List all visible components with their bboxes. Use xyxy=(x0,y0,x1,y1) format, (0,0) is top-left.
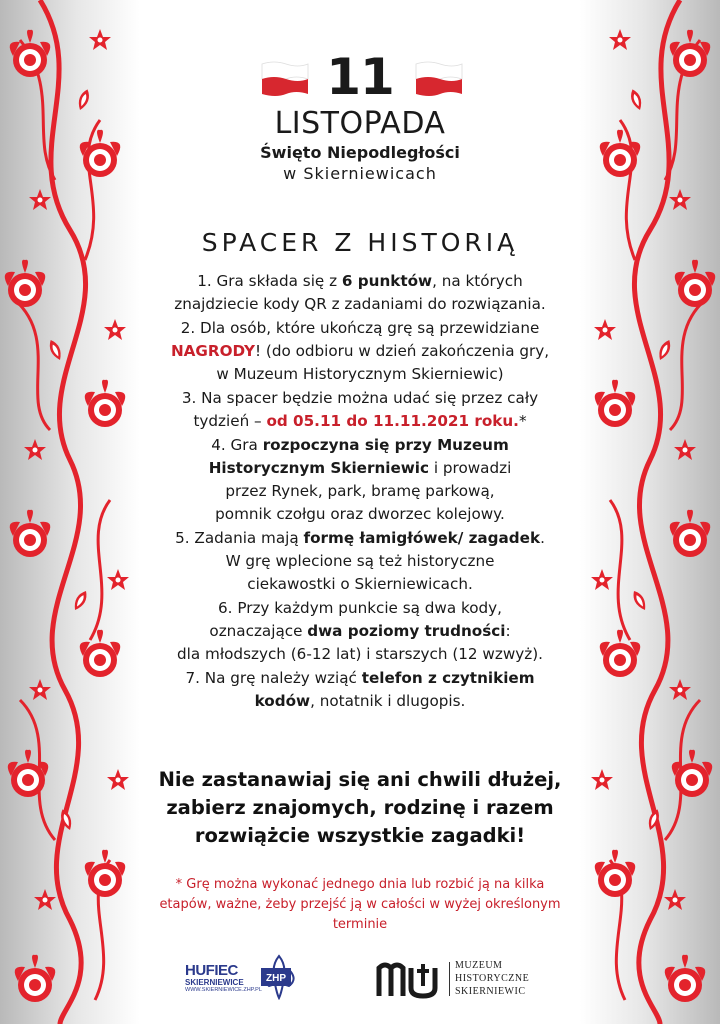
svg-text:ZHP: ZHP xyxy=(266,973,286,984)
holiday-city: w Skierniewicach xyxy=(283,164,437,183)
rule-text: 6. Przy każdym punkcie są dwa kody, xyxy=(218,599,502,617)
cta-line: Nie zastanawiaj się ani chwili dłużej, xyxy=(158,768,562,791)
event-header xyxy=(140,40,580,190)
rule-highlight: formę łamigłówek/ zagadek xyxy=(303,529,541,547)
rule-text: 1. Gra składa się z xyxy=(197,272,342,290)
rule-text: tydzień – xyxy=(193,412,267,430)
page-title: SPACER Z HISTORIĄ xyxy=(201,228,519,257)
rule-highlight: dwa poziomy trudności xyxy=(307,622,506,640)
rule-highlight: kodów xyxy=(254,692,311,710)
footnote-line: terminie xyxy=(332,917,388,932)
rule-text: 4. Gra xyxy=(211,436,263,454)
museum-name-line: MUZEUM xyxy=(455,960,503,971)
rule-text: ciekawostki o Skierniewicach. xyxy=(247,575,473,593)
rule-text: i prowadzi xyxy=(429,459,512,477)
rule-text: W grę wplecione są też historyczne xyxy=(225,552,495,570)
logo-divider xyxy=(449,962,450,996)
rule-text: dla młodszych (6-12 lat) i starszych (12 wzwyż). xyxy=(177,645,543,663)
rule-highlight: Historycznym Skierniewic xyxy=(208,459,430,477)
rule-text: * xyxy=(518,412,527,430)
rule-1 xyxy=(132,270,588,316)
rule-text: ! (do odbioru w dzień zakończenia gry, xyxy=(254,342,550,360)
cta-line: zabierz znajomych, rodzinę i razem xyxy=(166,796,554,819)
rules-list xyxy=(132,270,588,714)
rule-text: 5. Zadania mają xyxy=(175,529,304,547)
rule-text: w Muzeum Historycznym Skierniewic) xyxy=(216,365,504,383)
rule-highlight-prizes: NAGRODY xyxy=(170,342,255,360)
rule-highlight: 6 punktów xyxy=(341,272,433,290)
folk-ornament-right xyxy=(580,0,720,1024)
scout-lily-icon xyxy=(257,952,302,1000)
folk-ornament-left xyxy=(0,0,140,1024)
rule-text: pomnik czołgu oraz dworzec kolejowy. xyxy=(215,505,505,523)
rule-highlight: rozpoczyna się przy Muzeum xyxy=(262,436,509,454)
hufiec-city: SKIERNIEWICE xyxy=(185,978,244,987)
date-month: LISTOPADA xyxy=(274,106,446,141)
footnote-line: etapów, ważne, żeby przejść ją w całości w wyżej określonym xyxy=(159,897,561,912)
rule-text: 7. Na grę należy wziąć xyxy=(185,669,362,687)
polish-flag-icon xyxy=(414,60,464,98)
museum-name-line: HISTORYCZNE xyxy=(455,973,530,984)
rule-text: : xyxy=(505,622,511,640)
rule-6 xyxy=(132,597,588,666)
rule-2 xyxy=(132,317,588,386)
rule-5 xyxy=(132,527,588,596)
rule-highlight-dates: od 05.11 do 11.11.2021 roku. xyxy=(266,412,519,430)
call-to-action xyxy=(120,766,600,850)
rule-3 xyxy=(132,387,588,433)
rule-text: 2. Dla osób, które ukończą grę są przewidziane xyxy=(180,319,540,337)
poster-content xyxy=(140,0,580,1024)
floral-pattern-left xyxy=(0,0,140,1024)
rule-text: oznaczające xyxy=(209,622,308,640)
floral-pattern-right xyxy=(580,0,720,1024)
footnote xyxy=(130,875,590,935)
hufiec-url: WWW.SKIERNIEWICE.ZHP.PL xyxy=(185,987,262,993)
rule-text: 3. Na spacer będzie można udać się przez cały xyxy=(181,389,539,407)
museum-logo xyxy=(375,956,555,1002)
rule-4 xyxy=(132,434,588,526)
museum-monogram-icon xyxy=(375,958,445,1000)
rule-text: , notatnik i dlugopis. xyxy=(310,692,466,710)
museum-name-line: SKIERNIEWIC xyxy=(455,986,526,997)
hufiec-name: HUFIEC xyxy=(185,962,238,979)
rule-highlight: telefon z czytnikiem xyxy=(361,669,535,687)
rule-text: , na których xyxy=(432,272,523,290)
footnote-line: * Grę można wykonać jednego dnia lub rozbić ją na kilka xyxy=(175,877,545,892)
rule-text: . xyxy=(540,529,545,547)
rule-text: znajdziecie kody QR z zadaniami do rozwiązania. xyxy=(174,295,546,313)
holiday-name: Święto Niepodległości xyxy=(260,143,460,162)
hufiec-logo xyxy=(185,952,305,1002)
rule-text: przez Rynek, park, bramę parkową, xyxy=(225,482,495,500)
rule-7 xyxy=(132,667,588,713)
date-day: 11 xyxy=(326,48,394,106)
cta-line: rozwiążcie wszystkie zagadki! xyxy=(194,824,526,847)
